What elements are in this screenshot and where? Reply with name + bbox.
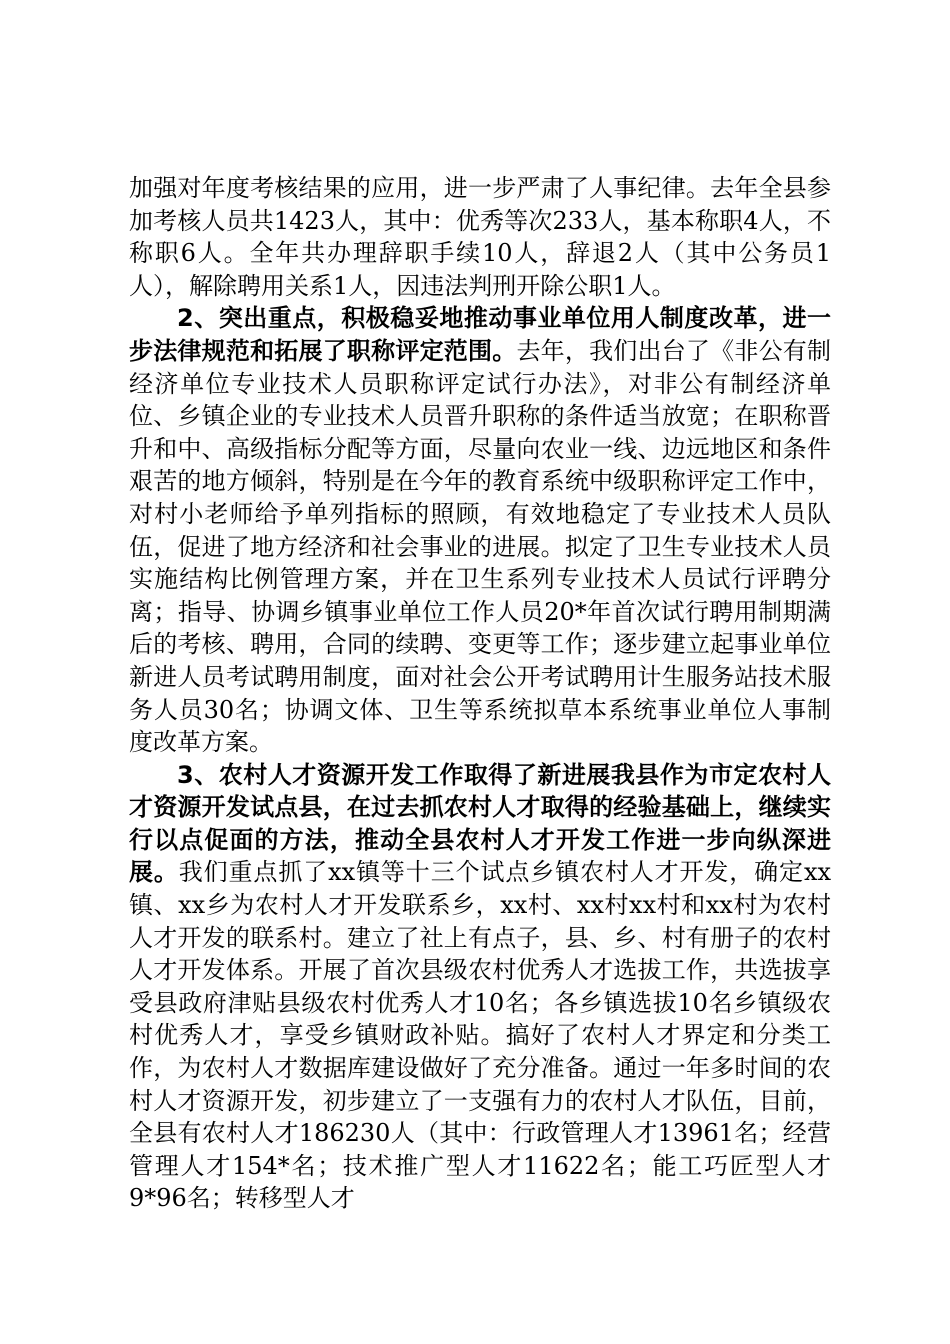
paragraph-lead: 2、突出重点，积极稳妥地推动事业单位用人制度改革，进一步法律规范和拓展了职称评定范围。 <box>129 304 831 365</box>
document-body <box>129 172 831 1215</box>
paragraph-rural-talent <box>129 759 831 1215</box>
paragraph-lead: 3、农村人才资源开发工作取得了新进展我县作为市定农村人才资源开发试点县，在过去抓农村人才取得的经验基础上，继续实行以点促面的方法，推动全县农村人才开发工作进一步向纵深进展。 <box>129 760 831 887</box>
paragraph-assessment <box>129 172 831 302</box>
paragraph-body: 去年，我们出台了《非公有制经济单位专业技术人员职称评定试行办法》，对非公有制经济单位、乡镇企业的专业技术人员晋升职称的条件适当放宽；在职称晋升和中、高级指标分配等方面，尽量向农业一线、边远地区和条件艰苦的地方倾斜，特别是在今年的教育系统中级职称评定工作中，对村小老师给予单列指标的照顾，有效地稳定了专业技术人员队伍，促进了地方经济和社会事业的进展。拟定了卫生专业技术人员实施结构比例管理方案，并在卫生系列专业技术人员试行评聘分离；指导、协调乡镇事业单位工作人员20*年首次试行聘用制期满后的考核、聘用，合同的续聘、变更等工作；逐步建立起事业单位新进人员考试聘用制度，面对社会公开考试聘用计生服务站技术服务人员30名；协调文体、卫生等系统拟草本系统事业单位人事制度改革方案。 <box>129 336 832 757</box>
paragraph-body: 我们重点抓了xx镇等十三个试点乡镇农村人才开发，确定xx镇、xx乡为农村人才开发联系乡，xx村、xx村xx村和xx村为农村人才开发的联系村。建立了社上有点子，县、乡、村有册子的农村人才开发体系。开展了首次县级农村优秀人才选拔工作，共选拔享受县政府津贴县级农村优秀人才10名；各乡镇选拔10名乡镇级农村优秀人才，享受乡镇财政补贴。搞好了农村人才界定和分类工作，为农村人才数据库建设做好了充分准备。通过一年多时间的农村人才资源开发，初步建立了一支强有力的农村人才队伍，目前，全县有农村人才186230人（其中：行政管理人才13961名；经营管理人才154*名；技术推广型人才11622名；能工巧匠型人才9*96名；转移型人才 <box>129 858 832 1213</box>
paragraph-body: 加强对年度考核结果的应用，进一步严肃了人事纪律。去年全县参加考核人员共1423人，其中：优秀等次233人，基本称职4人，不称职6人。全年共办理辞职手续10人，辞退2人（其中公务员1人），解除聘用关系1人，因违法判刑开除公职1人。 <box>129 174 831 300</box>
paragraph-institution-reform <box>129 302 831 758</box>
